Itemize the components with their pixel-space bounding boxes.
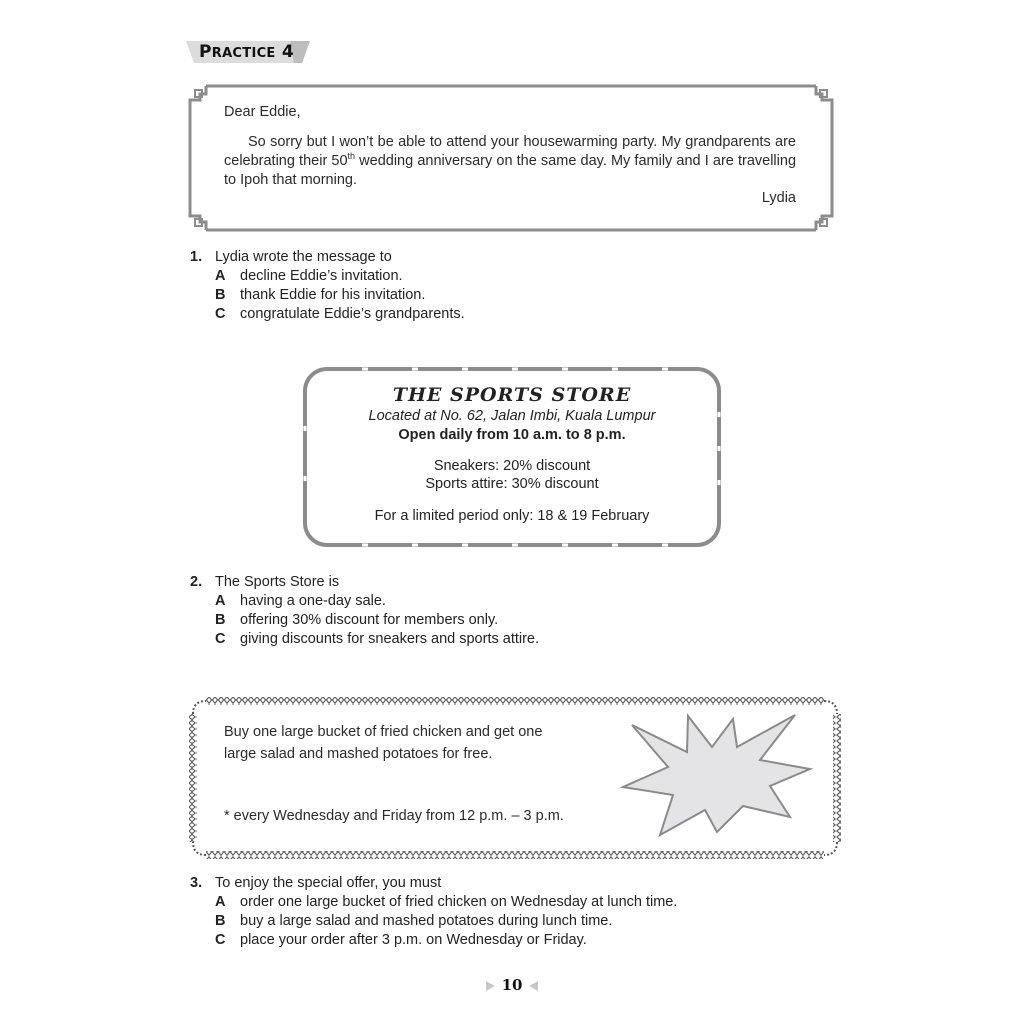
chicken-offer-notice xyxy=(188,696,842,860)
option-text: place your order after 3 p.m. on Wednesday or Friday. xyxy=(240,932,587,948)
option-letter: B xyxy=(215,287,226,303)
triangle-left-icon xyxy=(529,981,538,991)
option-text: offering 30% discount for members only. xyxy=(240,612,499,628)
question-stem: Lydia wrote the message to xyxy=(215,249,392,265)
option-letter: B xyxy=(215,612,226,628)
option-letter: C xyxy=(215,306,226,322)
practice-title xyxy=(199,42,294,62)
discount-sneakers: Sneakers: 20% discount xyxy=(433,458,591,474)
option-letter: A xyxy=(215,593,226,609)
option-c[interactable] xyxy=(190,630,539,649)
option-b[interactable] xyxy=(190,286,465,305)
option-text: congratulate Eddie’s grandparents. xyxy=(240,306,465,322)
option-b[interactable] xyxy=(190,912,677,931)
question-stem: To enjoy the special offer, you must xyxy=(215,875,442,891)
option-text: giving discounts for sneakers and sports attire. xyxy=(240,631,540,647)
sale-period: For a limited period only: 18 & 19 February xyxy=(374,508,650,524)
option-letter: A xyxy=(215,268,226,284)
message-signature: Lydia xyxy=(761,190,796,206)
option-text: order one large bucket of fried chicken on Wednesday at lunch time. xyxy=(240,894,678,910)
practice-label-first: P xyxy=(199,42,212,62)
option-letter: C xyxy=(215,932,226,948)
option-letter: A xyxy=(215,894,226,910)
option-letter: B xyxy=(215,913,226,929)
option-c[interactable] xyxy=(190,305,465,324)
store-name: THE SPORTS STORE xyxy=(392,384,632,406)
option-text: buy a large salad and mashed potatoes during lunch time. xyxy=(240,913,613,929)
option-text: having a one-day sale. xyxy=(240,593,386,609)
option-text: thank Eddie for his invitation. xyxy=(240,287,426,303)
option-a[interactable] xyxy=(190,267,465,286)
question-number: 2. xyxy=(190,574,203,590)
question-1 xyxy=(190,248,465,324)
practice-heading xyxy=(186,40,310,64)
message-body-part1: So sorry but I won’t be able to attend your housewarming party. My grandparents are celebrating their 50 xyxy=(224,134,796,169)
message-body-part2: wedding anniversary on the same day. My family and I are travelling to Ipoh that morning. xyxy=(224,153,797,188)
message-note xyxy=(188,84,834,232)
question-number: 1. xyxy=(190,249,203,265)
message-greeting: Dear Eddie, xyxy=(224,104,301,120)
option-text: decline Eddie’s invitation. xyxy=(240,268,403,284)
ordinal-suffix: th xyxy=(347,151,356,162)
option-letter: C xyxy=(215,631,226,647)
option-a[interactable] xyxy=(190,592,539,611)
store-hours: Open daily from 10 a.m. to 8 p.m. xyxy=(398,427,626,443)
practice-number: 4 xyxy=(281,42,294,62)
offer-schedule-note: * every Wednesday and Friday from 12 p.m. – 3 p.m. xyxy=(224,808,564,824)
option-b[interactable] xyxy=(190,611,539,630)
option-c[interactable] xyxy=(190,931,677,950)
store-address: Located at No. 62, Jalan Imbi, Kuala Lumpur xyxy=(368,408,656,424)
message-body xyxy=(224,133,796,190)
discount-attire: Sports attire: 30% discount xyxy=(425,476,599,492)
offer-text-line1: Buy one large bucket of fried chicken and get one xyxy=(224,724,543,740)
question-stem: The Sports Store is xyxy=(215,574,340,590)
offer-text-line2: large salad and mashed potatoes for free. xyxy=(224,746,493,762)
sports-store-notice xyxy=(302,366,722,548)
question-2 xyxy=(190,573,539,649)
page-number: 10 xyxy=(501,976,523,994)
question-3 xyxy=(190,874,677,950)
option-a[interactable] xyxy=(190,893,677,912)
question-number: 3. xyxy=(190,875,203,891)
chain-border xyxy=(188,696,842,860)
practice-label-rest: RACTICE xyxy=(211,46,276,61)
page-footer xyxy=(484,976,540,996)
